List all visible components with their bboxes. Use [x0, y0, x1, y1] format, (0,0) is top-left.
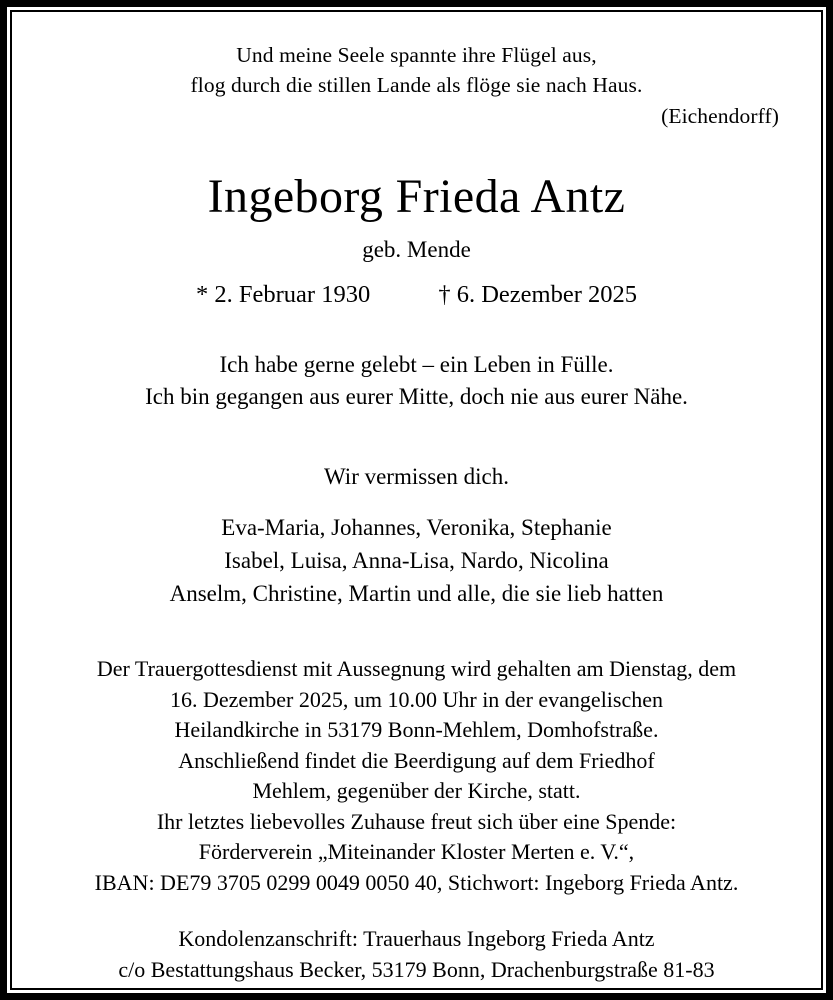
missing-you-line: Wir vermissen dich.: [324, 464, 509, 489]
epigraph-attribution: (Eichendorff): [661, 104, 779, 128]
service-line: 16. Dezember 2025, um 10.00 Uhr in der evangelischen: [169, 686, 664, 712]
survivor-line: Eva-Maria, Johannes, Veronika, Stephanie: [221, 515, 612, 540]
verse-line: Ich bin gegangen aus eurer Mitte, doch nie aus eurer Nähe.: [145, 384, 688, 409]
service-line: Der Trauergottesdienst mit Aussegnung wird gehalten am Dienstag, dem: [96, 656, 737, 681]
survivor-names: [50, 511, 783, 610]
survivor-line: Isabel, Luisa, Anna-Lisa, Nardo, Nicolina: [224, 548, 609, 573]
notice-content: [10, 10, 823, 990]
donation-request-line: Ihr letztes liebevolles Zuhause freut sich über eine Spende:: [156, 808, 677, 834]
deceased-name: Ingeborg Frieda Antz: [207, 170, 626, 223]
donation-recipient-line: Förderverein „Miteinander Kloster Merten e. V.“,: [198, 839, 635, 864]
survivor-line: Anselm, Christine, Martin und alle, die sie lieb hatten: [169, 581, 664, 606]
epigraph: [50, 40, 783, 131]
service-line: Heilandkirche in 53179 Bonn-Mehlem, Domhofstraße.: [174, 717, 659, 742]
condolence-line: Kondolenzanschrift: Trauerhaus Ingeborg Frieda Antz: [178, 926, 655, 951]
condolence-address: [50, 924, 783, 985]
frame-gap: [7, 7, 826, 993]
birth-date: * 2. Februar 1930: [196, 281, 371, 308]
condolence-line: c/o Bestattungshaus Becker, 53179 Bonn, Drachenburgstraße 81-83: [118, 956, 715, 982]
service-line: Mehlem, gegenüber der Kirche, statt.: [252, 778, 581, 803]
epigraph-line: flog durch die stillen Lande als flöge sie nach Haus.: [190, 73, 643, 97]
name-block: [50, 169, 783, 311]
donation-iban-line: IBAN: DE79 3705 0299 0049 0050 40, Stichwort: Ingeborg Frieda Antz.: [94, 869, 739, 895]
service-line: Anschließend findet die Beerdigung auf dem Friedhof: [178, 747, 655, 773]
epigraph-line: Und meine Seele spannte ihre Flügel aus,: [236, 43, 597, 67]
survivors-block: [50, 461, 783, 610]
life-dates: [50, 279, 783, 311]
memorial-verse: [50, 349, 783, 413]
verse-line: Ich habe gerne gelebt – ein Leben in Fülle.: [219, 352, 614, 377]
death-date: † 6. Dezember 2025: [438, 281, 637, 308]
maiden-name: geb. Mende: [362, 237, 471, 262]
service-details: [50, 654, 783, 898]
